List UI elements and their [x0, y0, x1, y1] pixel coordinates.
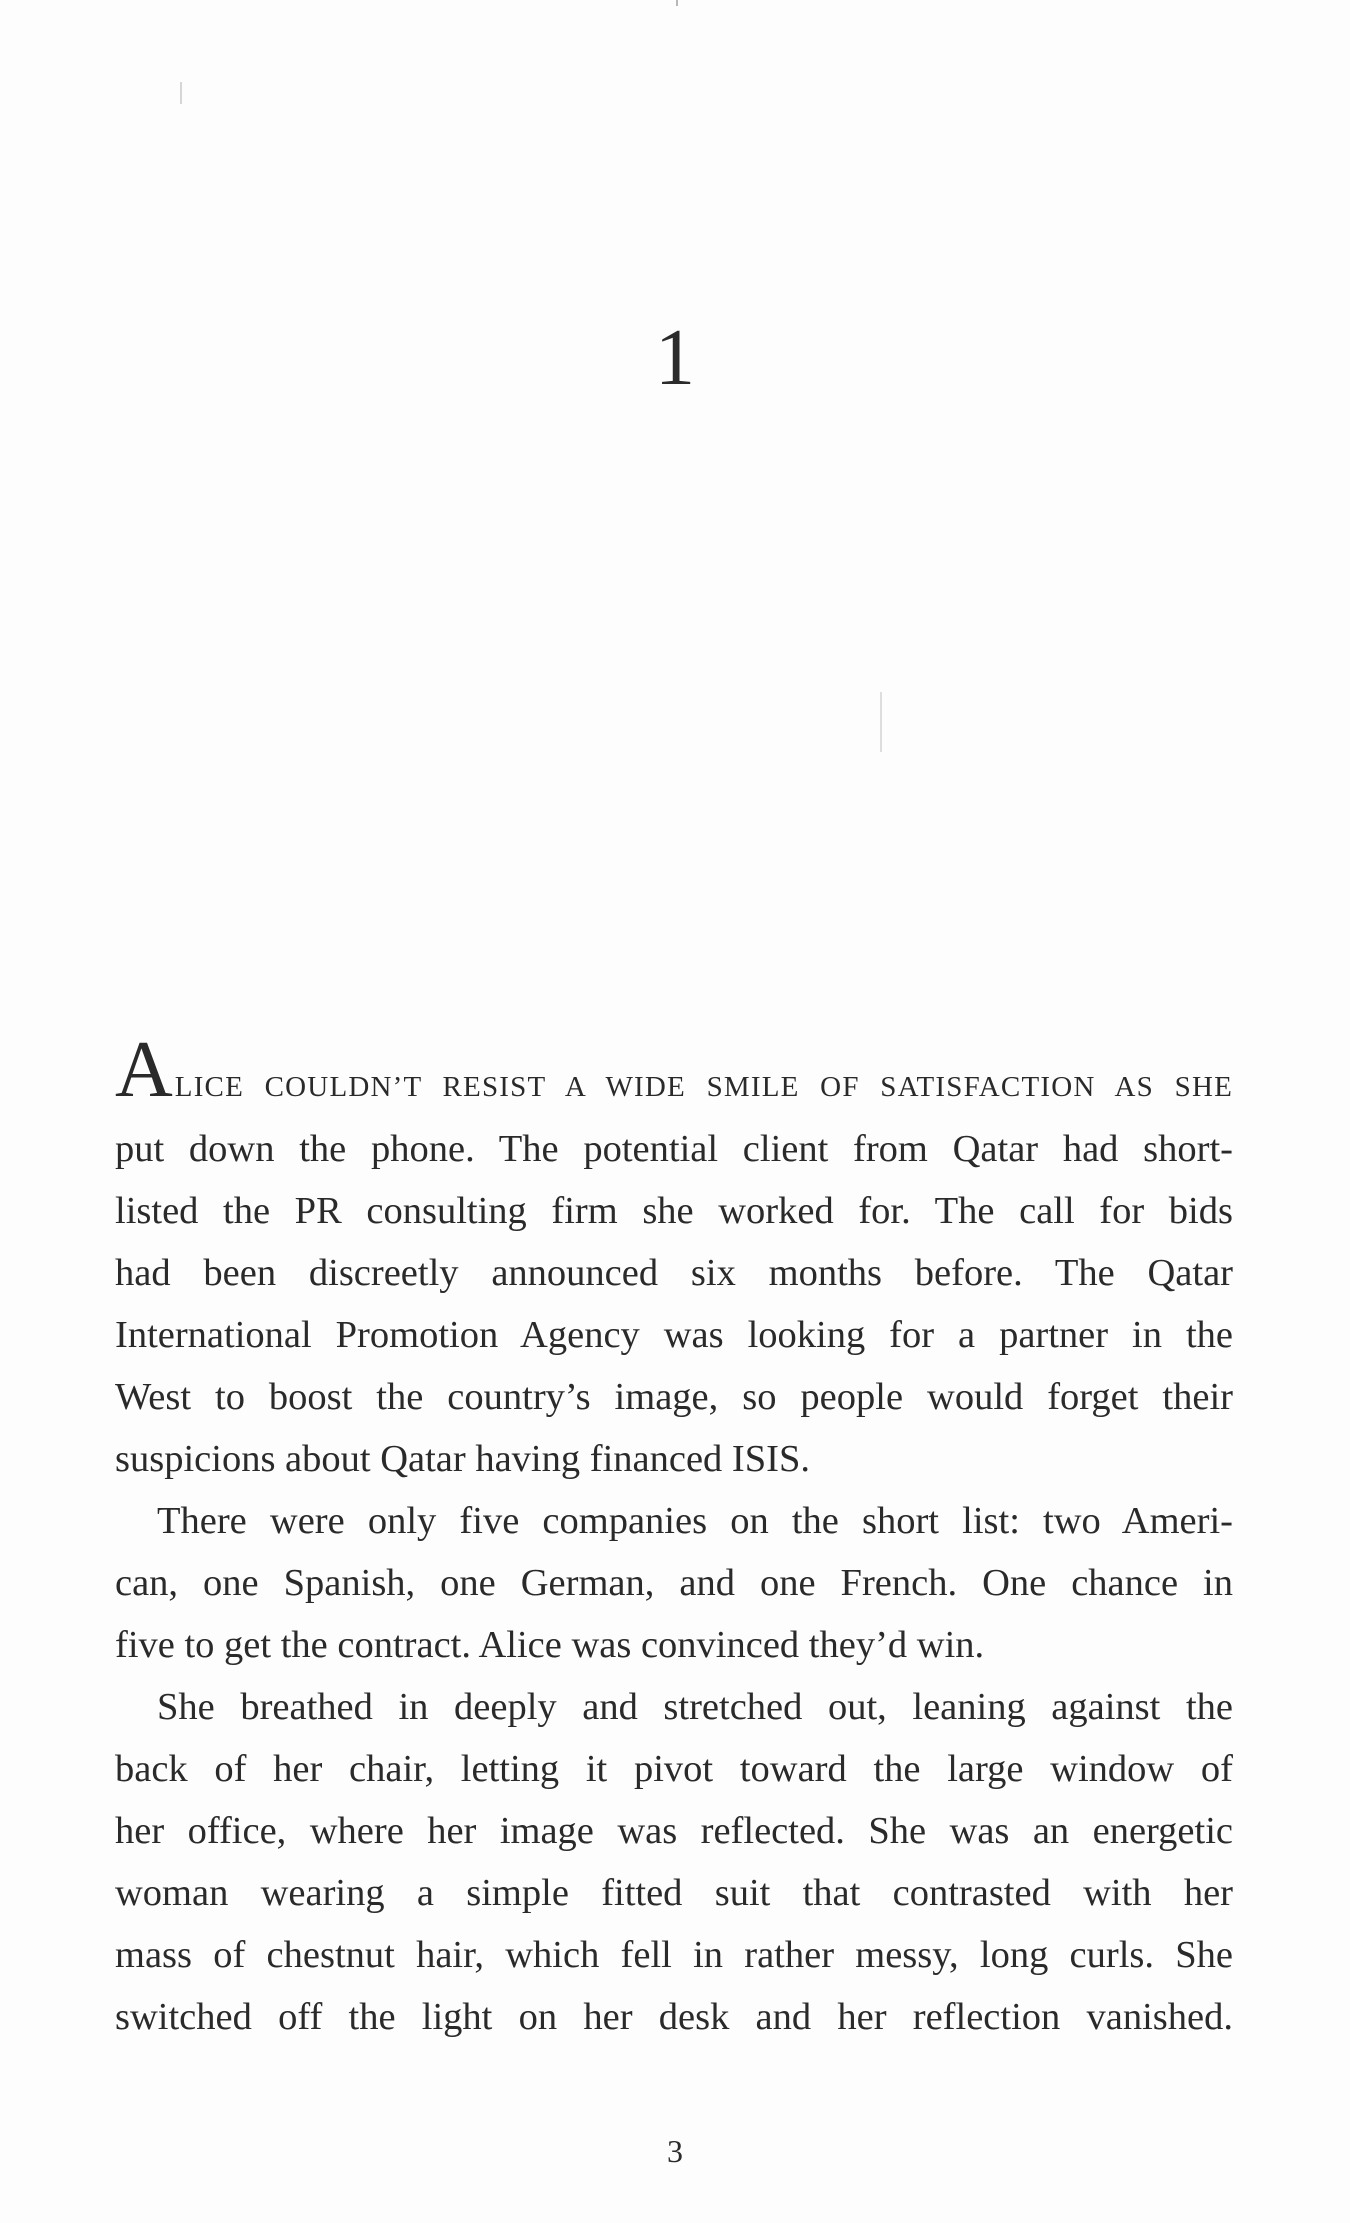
chapter-number: 1: [655, 314, 695, 402]
text-line: listed the PR consulting firm she worked for. The call for bids: [115, 1190, 1233, 1232]
scan-speck: [180, 82, 182, 104]
smallcaps-opening: LICE COULDN’T RESIST A WIDE SMILE OF SATISFACTION AS SHE: [174, 1071, 1233, 1103]
paragraph-2: [115, 1490, 1233, 1676]
text-line: There were only five companies on the short list: two Ameri-: [157, 1500, 1233, 1542]
chapter-body: [115, 1026, 1233, 2048]
page-number: 3: [667, 2133, 683, 2169]
text-line: mass of chestnut hair, which fell in rather messy, long curls. She: [115, 1934, 1233, 1976]
text-line: switched off the light on her desk and her reflection vanished.: [115, 1996, 1233, 2038]
text-line: International Promotion Agency was looking for a partner in the: [115, 1314, 1233, 1356]
paragraph-opening-line: [115, 1026, 1233, 1118]
text-line: back of her chair, letting it pivot toward the large window of: [115, 1748, 1233, 1790]
text-line: put down the phone. The potential client from Qatar had short-: [115, 1128, 1233, 1170]
scan-speck: [676, 0, 678, 6]
scan-speck: [880, 692, 882, 752]
text-line: can, one Spanish, one German, and one French. One chance in: [115, 1562, 1233, 1604]
text-line: West to boost the country’s image, so people would forget their: [115, 1376, 1233, 1418]
paragraph-3: [115, 1676, 1233, 2048]
text-line: her office, where her image was reflected. She was an energetic: [115, 1810, 1233, 1852]
drop-cap: A: [115, 1026, 173, 1114]
text-line: She breathed in deeply and stretched out, leaning against the: [157, 1686, 1233, 1728]
text-line: five to get the contract. Alice was convinced they’d win.: [115, 1624, 985, 1666]
text-line: woman wearing a simple fitted suit that contrasted with her: [115, 1872, 1233, 1914]
paragraph-1: [115, 1026, 1233, 1490]
text-line: had been discreetly announced six months before. The Qatar: [115, 1252, 1233, 1294]
text-line: suspicions about Qatar having financed ISIS.: [115, 1438, 810, 1480]
